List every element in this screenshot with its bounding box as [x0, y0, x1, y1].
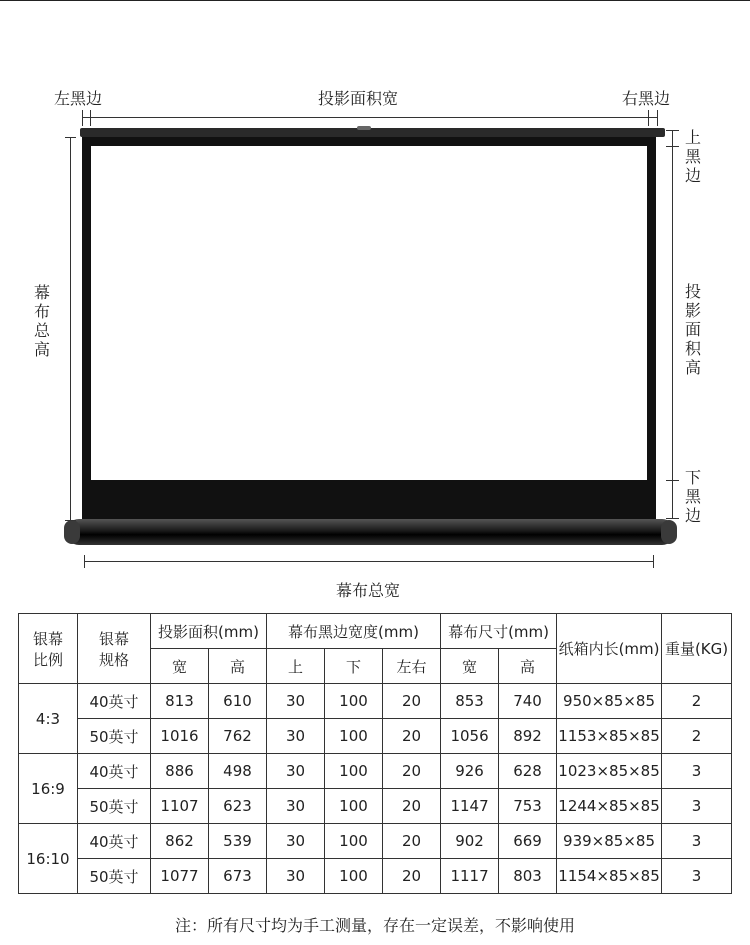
- spec-table: [18, 613, 732, 894]
- subheader-cell: 上: [267, 649, 325, 684]
- table-cell: 1056: [441, 719, 499, 754]
- table-cell: 40英寸: [78, 824, 151, 859]
- table-cell: 50英寸: [78, 859, 151, 894]
- header-screen-size: 幕布尺寸(mm): [441, 614, 557, 649]
- width-dimension-line: [82, 117, 658, 118]
- table-cell: 40英寸: [78, 684, 151, 719]
- table-cell: 50英寸: [78, 789, 151, 824]
- table-cell: 498: [209, 754, 267, 789]
- table-cell: 902: [441, 824, 499, 859]
- dim-tick: [82, 110, 83, 126]
- subheader-cell: 左右: [383, 649, 441, 684]
- roller-cap-left: [64, 520, 80, 544]
- dim-tick: [666, 518, 679, 519]
- measurement-note: 注：所有尺寸均为手工测量，存在一定误差，不影响使用: [174, 916, 575, 935]
- subheader-cell: 高: [209, 649, 267, 684]
- table-cell: 20: [383, 789, 441, 824]
- table-cell: 853: [441, 684, 499, 719]
- right-dimension-line: [672, 130, 673, 518]
- table-cell: 30: [267, 824, 325, 859]
- table-cell: 30: [267, 719, 325, 754]
- projection-width-label: 投影面积宽: [318, 89, 399, 108]
- table-cell: 100: [325, 684, 383, 719]
- table-cell: 803: [499, 859, 557, 894]
- ratio-cell: 16:9: [19, 754, 78, 824]
- table-cell: 30: [267, 754, 325, 789]
- table-header-row: [19, 614, 732, 649]
- dim-tick: [65, 137, 76, 138]
- table-cell: 20: [383, 754, 441, 789]
- subheader-cell: 宽: [441, 649, 499, 684]
- table-row: [19, 684, 732, 719]
- header-border-width: 幕布黑边宽度(mm): [267, 614, 441, 649]
- table-cell: 610: [209, 684, 267, 719]
- right-border-label: 右黑边: [622, 89, 671, 108]
- table-cell: 628: [499, 754, 557, 789]
- header-carton: 纸箱内长(mm): [557, 614, 662, 684]
- table-cell: 3: [662, 859, 732, 894]
- header-weight: 重量(KG): [662, 614, 732, 684]
- table-cell: 50英寸: [78, 719, 151, 754]
- bottom-border-label: 下黑边: [684, 468, 701, 525]
- table-cell: 100: [325, 754, 383, 789]
- projection-area: [91, 146, 647, 480]
- table-cell: 673: [209, 859, 267, 894]
- table-cell: 2: [662, 719, 732, 754]
- table-cell: 862: [151, 824, 209, 859]
- table-cell: 892: [499, 719, 557, 754]
- table-cell: 762: [209, 719, 267, 754]
- screen-handle: [357, 126, 371, 130]
- roller-cap-right: [661, 520, 677, 544]
- table-row: [19, 719, 732, 754]
- left-border-label: 左黑边: [54, 89, 103, 108]
- dim-tick: [90, 110, 91, 126]
- table-cell: 1147: [441, 789, 499, 824]
- height-dimension-line: [70, 137, 71, 520]
- dim-tick: [657, 110, 658, 126]
- table-cell: 20: [383, 719, 441, 754]
- table-cell: 3: [662, 789, 732, 824]
- table-cell: 1154×85×85: [557, 859, 662, 894]
- table-cell: 1016: [151, 719, 209, 754]
- table-cell: 939×85×85: [557, 824, 662, 859]
- dim-tick: [84, 555, 85, 568]
- table-cell: 40英寸: [78, 754, 151, 789]
- table-cell: 623: [209, 789, 267, 824]
- total-width-label: 幕布总宽: [336, 581, 401, 600]
- projection-height-label: 投影面积高: [684, 282, 701, 377]
- table-cell: 100: [325, 859, 383, 894]
- total-width-line: [84, 561, 654, 562]
- header-projection-area: 投影面积(mm): [151, 614, 267, 649]
- table-cell: 3: [662, 824, 732, 859]
- dim-tick: [666, 130, 679, 131]
- table-cell: 1077: [151, 859, 209, 894]
- dim-tick: [666, 480, 679, 481]
- table-cell: 1107: [151, 789, 209, 824]
- table-cell: 813: [151, 684, 209, 719]
- total-height-label: 幕布总高: [33, 283, 50, 359]
- table-cell: 20: [383, 684, 441, 719]
- table-cell: 20: [383, 824, 441, 859]
- table-cell: 20: [383, 859, 441, 894]
- table-cell: 740: [499, 684, 557, 719]
- table-cell: 100: [325, 789, 383, 824]
- table-cell: 30: [267, 789, 325, 824]
- table-cell: 30: [267, 684, 325, 719]
- table-cell: 30: [267, 859, 325, 894]
- table-cell: 3: [662, 754, 732, 789]
- subheader-cell: 宽: [151, 649, 209, 684]
- table-cell: 886: [151, 754, 209, 789]
- table-row: [19, 754, 732, 789]
- table-cell: 753: [499, 789, 557, 824]
- table-row: [19, 859, 732, 894]
- header-ratio: 银幕比例: [19, 614, 78, 684]
- ratio-cell: 4:3: [19, 684, 78, 754]
- subheader-cell: 下: [325, 649, 383, 684]
- table-cell: 2: [662, 684, 732, 719]
- dim-tick: [648, 110, 649, 126]
- table-cell: 539: [209, 824, 267, 859]
- top-border-label: 上黑边: [684, 128, 701, 185]
- dim-tick: [666, 146, 679, 147]
- dim-tick: [653, 555, 654, 568]
- table-cell: 926: [441, 754, 499, 789]
- table-cell: 669: [499, 824, 557, 859]
- top-divider: [0, 0, 750, 1]
- table-row: [19, 789, 732, 824]
- table-cell: 1117: [441, 859, 499, 894]
- table-cell: 950×85×85: [557, 684, 662, 719]
- table-cell: 1244×85×85: [557, 789, 662, 824]
- table-cell: 100: [325, 719, 383, 754]
- ratio-cell: 16:10: [19, 824, 78, 894]
- table-cell: 1023×85×85: [557, 754, 662, 789]
- table-cell: 100: [325, 824, 383, 859]
- table-cell: 1153×85×85: [557, 719, 662, 754]
- screen-top-bar: [80, 128, 665, 137]
- header-spec: 银幕规格: [78, 614, 151, 684]
- dim-tick: [65, 520, 76, 521]
- subheader-cell: 高: [499, 649, 557, 684]
- table-row: [19, 824, 732, 859]
- screen-roller: [66, 519, 675, 545]
